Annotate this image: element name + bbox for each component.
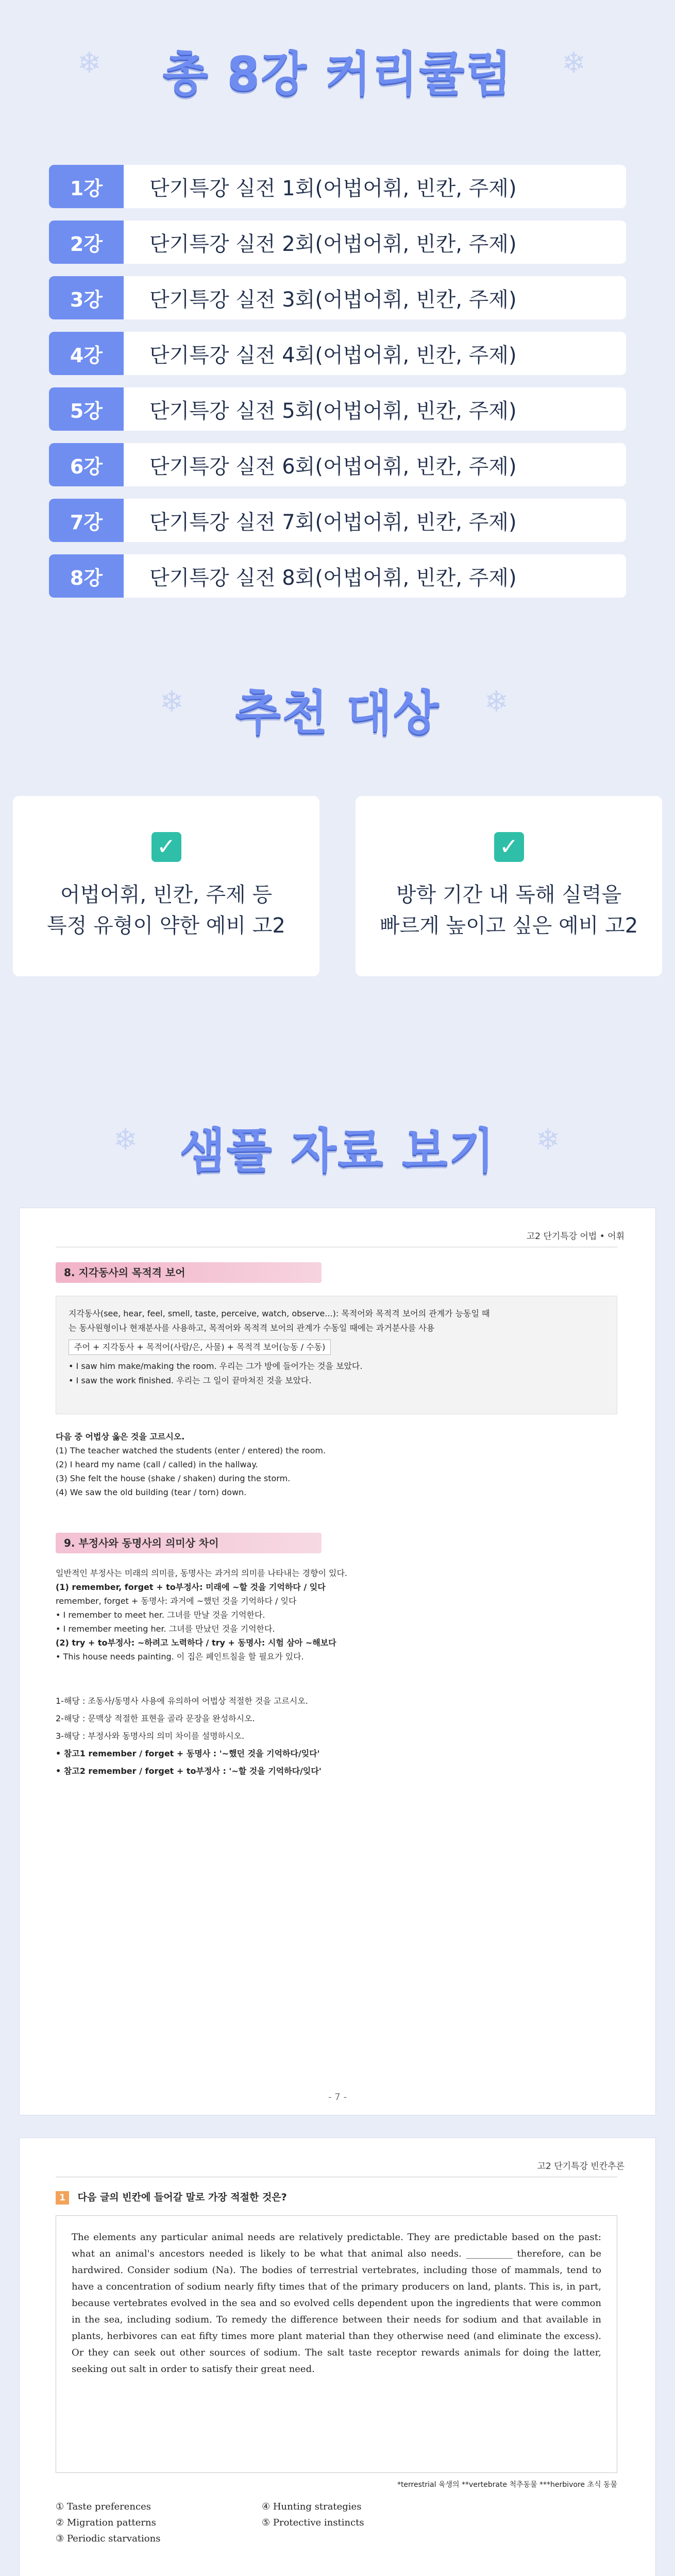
lesson-number: 4강 [49,332,124,375]
lesson-number: 2강 [49,221,124,264]
sample-page-grammar [20,1208,655,2115]
grammar-rule-box [56,1296,617,1414]
reading-passage: The elements any particular animal needs are relatively predictable. They are predictable based on the past: what an animal's ancestors needed is likely to be what that animal also needs. __________ therefore, can be hardwired. Consider sodium (Na). The bodies of terrestrial vertebrates, including those of mammals, tend to have a concentration of sodium nearly fifty times that of the primary producers on land, plants. This is, in part, because vertebrates evolved in the sea and so evolved cells dependent upon the ingredients that were common in the sea, including sodium. To remedy the difference between their needs for sodium and that available in plants, herbivores can eat fifty times more plant material than they otherwise need (and eliminate the excess). Or they can seek out other sources of sodium. The salt taste receptor rewards animals for doing the latter, seeking out salt in order to satisfy their great need. [56,2215,617,2473]
explanation-line: • I remember to meet her. 그녀를 만날 것을 기억한다. [56,1610,265,1620]
curriculum-row [49,499,626,542]
section-heading: 8. 지각동사의 목적격 보어 [56,1262,322,1283]
rule-line: 지각동사(see, hear, feel, smell, taste, perceive, watch, observe...): 목적어와 목적격 보어의 관계가 능동일 때 [69,1309,490,1318]
question-line: 2-해당 : 문맥상 적절한 표현을 골라 문장을 완성하시오. [56,1714,255,1723]
snowflake-icon: ❄ [484,685,509,719]
curriculum-row [49,165,626,208]
recommend-title: 추천 대상 [235,685,440,740]
lesson-number: 8강 [49,554,124,598]
answer-option: ③ Periodic starvations [56,2533,161,2544]
question-number: 1 [56,2191,69,2205]
question-line: 3-해당 : 부정사와 동명사의 의미 차이를 설명하시오. [56,1731,245,1741]
question-line: • 참고2 remember / forget + to부정사 : '~할 것을 기억하다/잊다' [56,1766,322,1776]
question-block [56,1692,617,1780]
lesson-number: 5강 [49,387,124,431]
lesson-number: 1강 [49,165,124,208]
explanation-line: remember, forget + 동명사: 과거에 ~했던 것을 기억하다 / 잊다 [56,1596,297,1606]
lesson-title: 단기특강 실전 3회(어법어휘, 빈칸, 주제) [124,276,626,319]
rule-line: • I saw him make/making the room. 우리는 그가 방에 들어가는 것을 보았다. [69,1361,363,1371]
recommend-line: 특정 유형이 약한 예비 고2 [47,914,285,938]
answer-options [56,2499,160,2547]
curriculum-row [49,221,626,264]
lesson-title: 단기특강 실전 7회(어법어휘, 빈칸, 주제) [124,499,626,542]
answer-options [262,2499,364,2531]
answer-option: ② Migration patterns [56,2517,156,2528]
snowflake-icon: ❄ [562,46,586,80]
question-block [56,1430,617,1499]
snowflake-icon: ❄ [536,1123,560,1157]
lesson-title: 단기특강 실전 1회(어법어휘, 빈칸, 주제) [124,165,626,208]
answer-option: ⑤ Protective instincts [262,2517,364,2528]
snowflake-icon: ❄ [160,685,184,719]
curriculum-title: 총 8강 커리큘럼 [162,46,513,101]
explanation-line: (1) remember, forget + to부정사: 미래에 ~할 것을 기억하다 / 잊다 [56,1582,326,1592]
recommend-card [356,796,662,976]
samples-title: 샘플 자료 보기 [179,1123,496,1178]
snowflake-icon: ❄ [77,46,102,80]
explanation-line: • This house needs painting. 이 집은 페인트칠을 할 필요가 있다. [56,1652,304,1662]
check-icon: ✓ [494,832,524,862]
rule-line: • I saw the work finished. 우리는 그 일이 끝마쳐진 것을 보았다. [69,1376,312,1385]
lesson-title: 단기특강 실전 5회(어법어휘, 빈칸, 주제) [124,387,626,431]
check-icon: ✓ [151,832,181,862]
lesson-number: 6강 [49,443,124,486]
question-text: 다음 글의 빈칸에 들어갈 말로 가장 적절한 것은? [77,2192,287,2203]
answer-option: ① Taste preferences [56,2501,151,2512]
rule-line: 는 동사원형이나 현재분사를 사용하고, 목적어와 목적격 보어의 관계가 수동일 때에는 과거분사를 사용 [69,1323,435,1333]
question-line: • 참고1 remember / forget + 동명사 : '~했던 것을 기억하다/잊다' [56,1749,320,1758]
question-line: (2) I heard my name (call / called) in the hallway. [56,1460,258,1469]
explanation-block [56,1566,617,1664]
question-line: (4) We saw the old building (tear / torn) down. [56,1487,247,1497]
question-line: (3) She felt the house (shake / shaken) during the storm. [56,1473,291,1483]
curriculum-row [49,332,626,375]
section-heading: 9. 부정사와 동명사의 의미상 차이 [56,1533,322,1553]
curriculum-row [49,387,626,431]
question-line: (1) The teacher watched the students (enter / entered) the room. [56,1446,326,1455]
rule-line: 주어 + 지각동사 + 목적어(사람/은, 사물) + 목적격 보어(능동 / 수동) [69,1340,331,1355]
page-header: 고2 단기특강 어법 • 어휘 [526,1231,625,1242]
lesson-title: 단기특강 실전 4회(어법어휘, 빈칸, 주제) [124,332,626,375]
answer-option: ④ Hunting strategies [262,2501,362,2512]
recommend-line: 어법어휘, 빈칸, 주제 등 [60,883,273,907]
page-number: - 7 - [328,2092,347,2103]
curriculum-row [49,554,626,598]
question-line: 1-해당 : 조동사/동명사 사용에 유의하여 어법상 적절한 것을 고르시오. [56,1696,308,1706]
sample-page-blank [20,2138,655,2576]
lesson-number: 3강 [49,276,124,319]
lesson-number: 7강 [49,499,124,542]
vocab-note: *terrestrial 육생의 **vertebrate 척추동물 ***herbivore 초식 동물 [397,2481,617,2489]
explanation-line: 일반적인 부정사는 미래의 의미를, 동명사는 과거의 의미를 나타내는 경향이 있다. [56,1568,347,1578]
curriculum-row [49,276,626,319]
lesson-title: 단기특강 실전 8회(어법어휘, 빈칸, 주제) [124,554,626,598]
recommend-card [13,796,319,976]
curriculum-row [49,443,626,486]
snowflake-icon: ❄ [113,1123,138,1157]
explanation-line: • I remember meeting her. 그녀를 만났던 것을 기억한다. [56,1624,275,1634]
recommend-line: 방학 기간 내 독해 실력을 [396,883,622,907]
explanation-line: (2) try + to부정사: ~하려고 노력하다 / try + 동명사: 시험 삼아 ~해보다 [56,1638,336,1648]
page-header: 고2 단기특강 빈칸추론 [537,2161,625,2172]
curriculum-list [49,165,626,610]
question-prompt [56,2190,287,2205]
lesson-title: 단기특강 실전 6회(어법어휘, 빈칸, 주제) [124,443,626,486]
lesson-title: 단기특강 실전 2회(어법어휘, 빈칸, 주제) [124,221,626,264]
recommend-line: 빠르게 높이고 싶은 예비 고2 [379,914,638,938]
question-line: 다음 중 어법상 옳은 것을 고르시오. [56,1432,185,1442]
